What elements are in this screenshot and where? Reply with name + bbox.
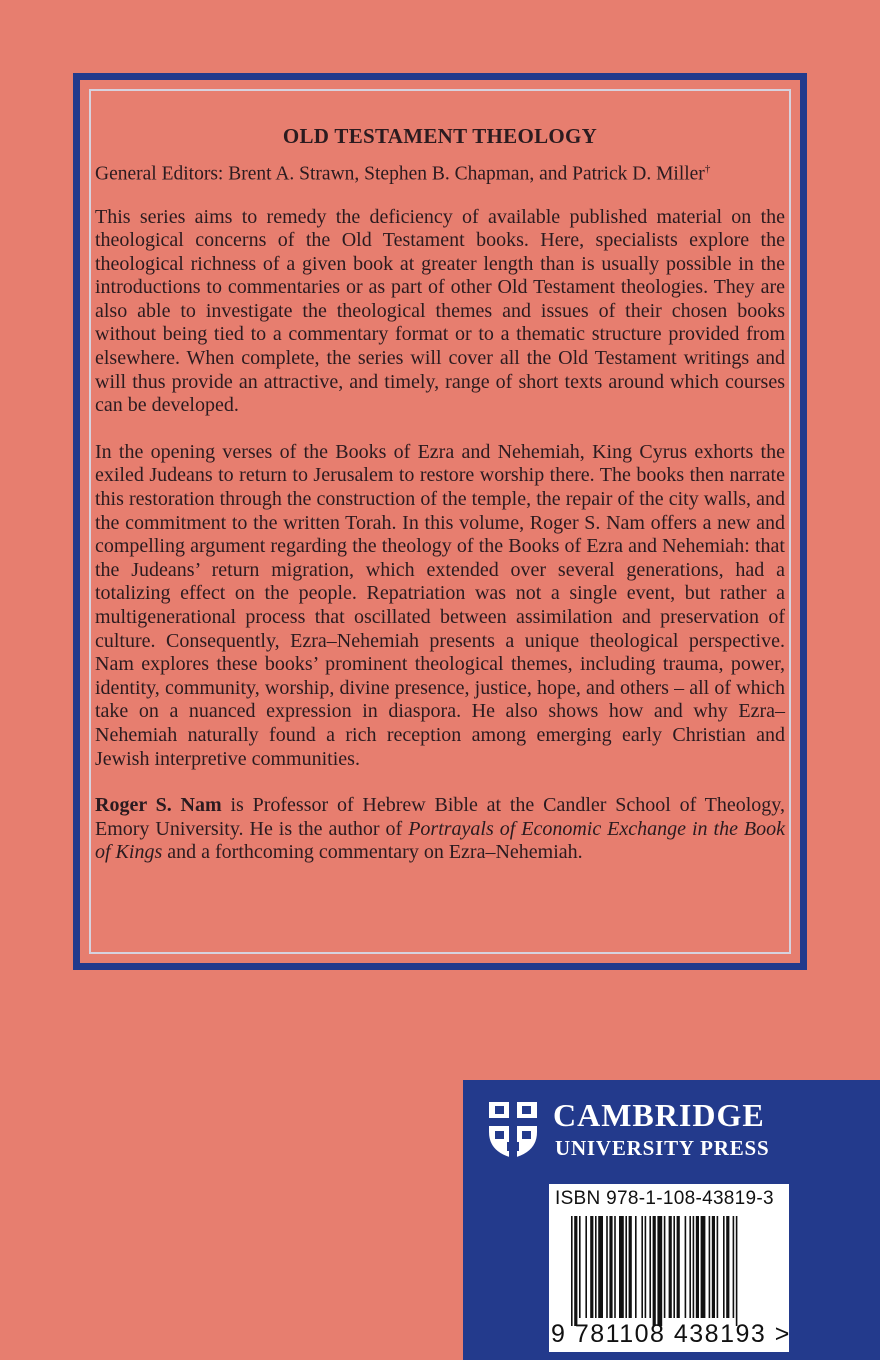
author-bio	[95, 794, 785, 865]
publisher-name: CAMBRIDGE	[553, 1097, 765, 1133]
barcode-digits: 9 781108 438193 >	[551, 1320, 791, 1348]
isbn-label: ISBN 978-1-108-43819-3	[555, 1188, 774, 1209]
publisher-band	[463, 1080, 880, 1360]
isbn-barcode	[549, 1184, 789, 1352]
back-cover-text	[95, 120, 785, 865]
author-book-title: Portrayals of Economic Exchange in the Book of Kings	[95, 817, 786, 864]
series-editors	[95, 156, 785, 188]
bio-text-2: and a forthcoming commentary on Ezra–Nehemiah.	[162, 841, 583, 864]
dagger-mark: †	[704, 163, 711, 175]
editors-text: General Editors: Brent A. Strawn, Stephen B. Chapman, and Patrick D. Miller	[95, 163, 705, 185]
series-description: This series aims to remedy the deficiency of available published material on the theological concerns of the Old Testament books. Here, specialists explore the theological richness of a given book at greater length than is usually possible in the introductions to commentaries or as part of other Old Testament theologies. They are also able to investigate the theological themes and issues of their chosen books without being tied to a commentary format or to a thematic structure provided from elsewhere. When complete, the series will cover all the Old Testament writings and will thus provide an attractive, and timely, range of short texts around which courses can be developed.	[95, 205, 785, 417]
series-title: OLD TESTAMENT THEOLOGY	[282, 124, 598, 148]
bio-text-1: is Professor of Hebrew Bible at the Candler School of Theology, Emory University. He is the author of	[95, 794, 786, 840]
book-description: In the opening verses of the Books of Ezra and Nehemiah, King Cyrus exhorts the exiled Judeans to return to Jerusalem to restore worship there. The books then narrate this restoration through the construction of the temple, the repair of the city walls, and the commitment to the written Torah. In this volume, Roger S. Nam offers a new and compelling argument regarding the theology of the Books of Ezra and Nehemiah: that the Judeans’ return migration, which extended over several generations, had a totalizing effect on the people. Repatriation was not a single event, but rather a multigenerational process that oscillated between assimilation and preservation of culture. Consequently, Ezra–Nehemiah presents a unique theological perspective. Nam explores these books’ prominent theological themes, including trauma, power, identity, community, worship, divine presence, justice, hope, and others – all of which take on a nuanced expression in diaspora. He also shows how and why Ezra–Nehemiah naturally found a rich reception among emerging early Christian and Jewish interpretive communities.	[95, 440, 785, 770]
cambridge-crest-icon	[487, 1100, 539, 1160]
publisher-subname: UNIVERSITY PRESS	[555, 1136, 770, 1160]
author-name: Roger S. Nam	[95, 794, 222, 817]
